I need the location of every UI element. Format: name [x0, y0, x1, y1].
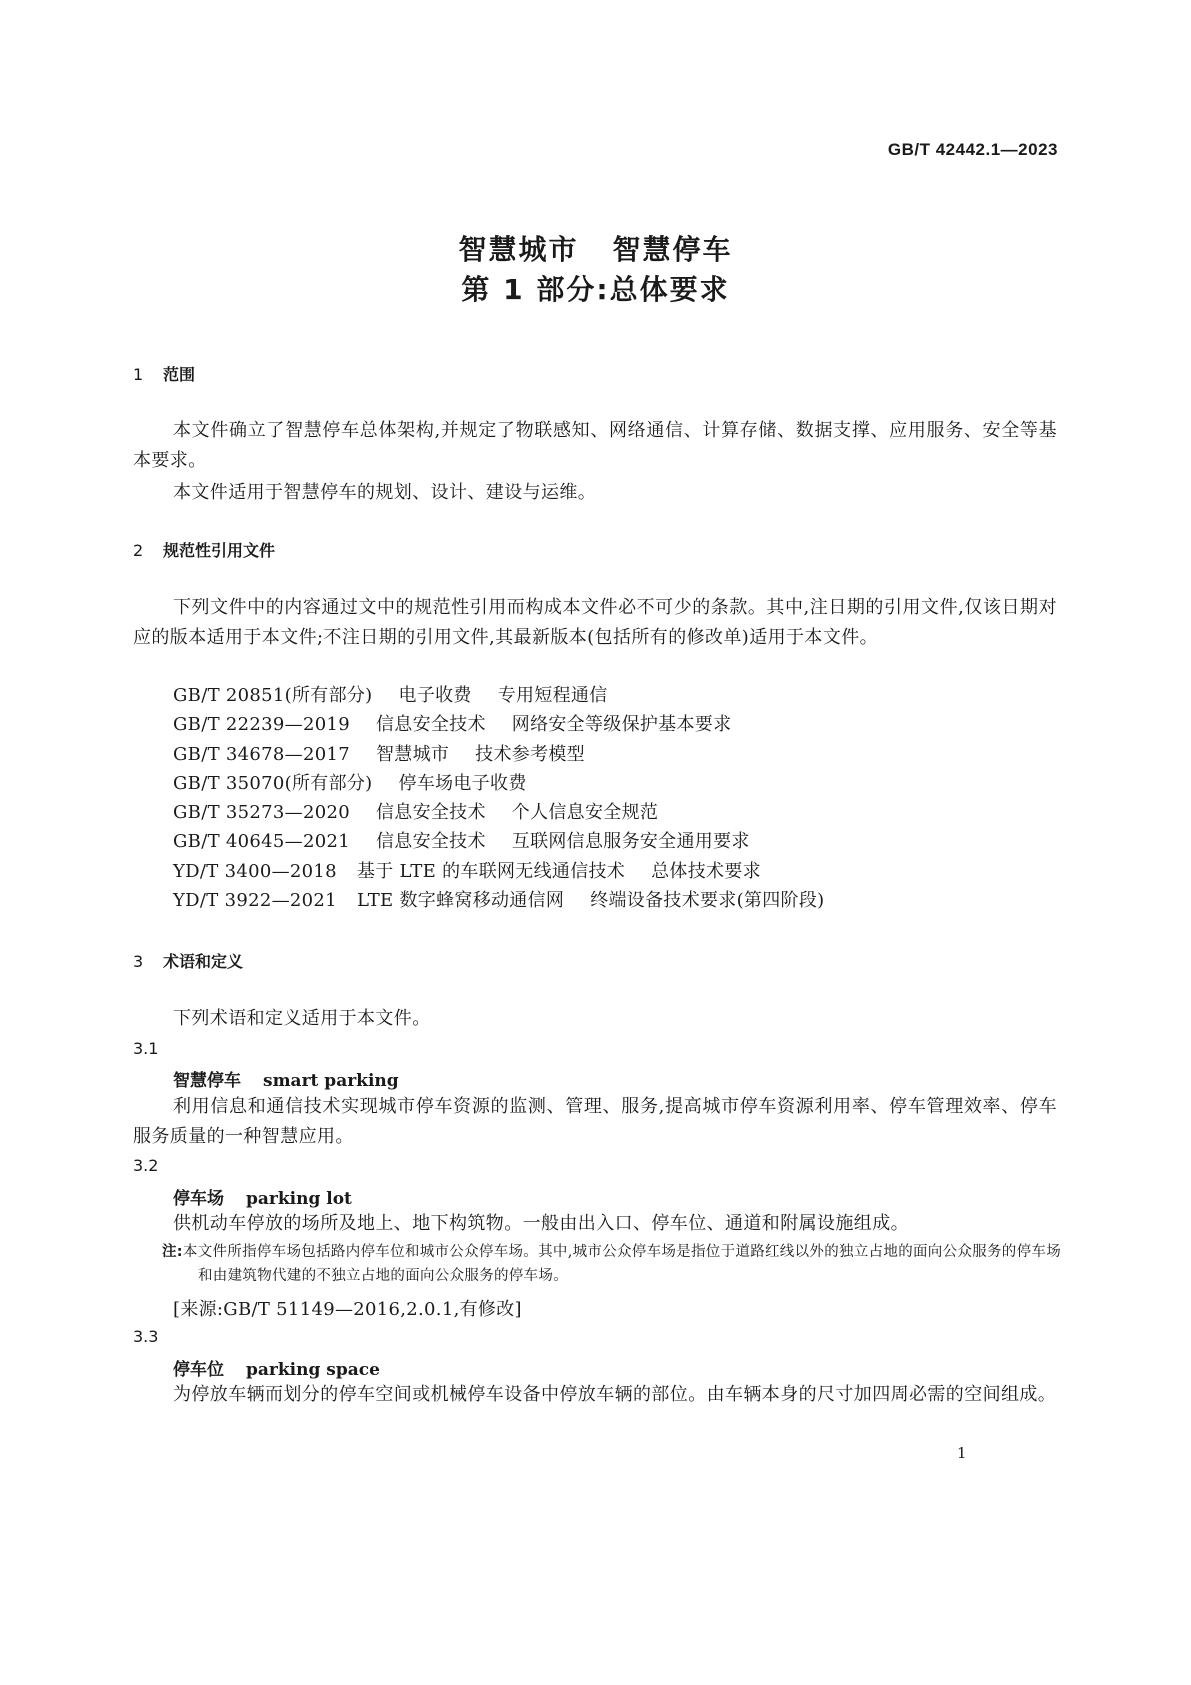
standard-code: GB/T 42442.1—2023 [887, 140, 1058, 159]
document-title-line2: 第 1 部分:总体要求 [461, 273, 730, 306]
terms-intro: 下列术语和定义适用于本文件。 [173, 1008, 431, 1029]
term-definition: 利用信息和通信技术实现城市停车资源的监测、管理、服务,提高城市停车资源利用率、停车管理效率、停车服务质量的一种智慧应用。 [133, 1096, 1057, 1147]
reference-item: GB/T 35070(所有部分) 停车场电子收费 [173, 773, 527, 794]
reference-item: GB/T 40645—2021 信息安全技术 互联网信息服务安全通用要求 [173, 831, 750, 852]
term-heading: 停车场 parking lot [173, 1189, 352, 1209]
scope-paragraph-2: 本文件适用于智慧停车的规划、设计、建设与运维。 [173, 482, 597, 503]
title-part-b: 智慧停车 [612, 233, 733, 266]
page-number: 1 [957, 1444, 967, 1462]
scope-paragraph-1: 本文件确立了智慧停车总体架构,并规定了物联感知、网络通信、计算存储、数据支撑、应用服务、安全等基本要求。 [133, 420, 1057, 471]
term-source: [来源:GB/T 51149—2016,2.0.1,有修改] [173, 1299, 522, 1320]
term-number: 3.3 [133, 1327, 159, 1346]
title-part-a: 智慧城市 [458, 233, 579, 266]
term-note: 注:本文件所指停车场包括路内停车位和城市公众停车场。其中,城市公众停车场是指位于道路红线以外的独立占地的面向公众服务的停车场和由建筑物代建的不独立占地的面向公众服务的停车场。 [162, 1244, 1062, 1284]
term-number: 3.2 [133, 1156, 159, 1175]
term-definition: 供机动车停放的场所及地上、地下构筑物。一般由出入口、停车位、通道和附属设施组成。 [173, 1213, 909, 1234]
term-heading: 停车位 parking space [173, 1360, 380, 1380]
term-heading: 智慧停车 smart parking [173, 1071, 399, 1091]
reference-item: YD/T 3922—2021 LTE 数字蜂窝移动通信网 终端设备技术要求(第四阶段) [173, 890, 825, 911]
section-heading-terms-definitions: 3 术语和定义 [133, 952, 244, 971]
reference-item: GB/T 20851(所有部分) 电子收费 专用短程通信 [173, 685, 608, 706]
normative-intro: 下列文件中的内容通过文中的规范性引用而构成本文件必不可少的条款。其中,注日期的引用文件,仅该日期对应的版本适用于本文件;不注日期的引用文件,其最新版本(包括所有的修改单)适用于本文件。 [133, 597, 1057, 648]
section-heading-normative-references: 2 规范性引用文件 [133, 541, 276, 560]
document-title-line1 [0, 228, 1191, 268]
reference-item: GB/T 35273—2020 信息安全技术 个人信息安全规范 [173, 802, 659, 823]
reference-item: GB/T 22239—2019 信息安全技术 网络安全等级保护基本要求 [173, 714, 732, 735]
reference-item: YD/T 3400—2018 基于 LTE 的车联网无线通信技术 总体技术要求 [173, 861, 761, 882]
term-number: 3.1 [133, 1039, 159, 1058]
reference-item: GB/T 34678—2017 智慧城市 技术参考模型 [173, 744, 585, 765]
section-heading-scope: 1 范围 [133, 365, 196, 384]
term-definition: 为停放车辆而划分的停车空间或机械停车设备中停放车辆的部位。由车辆本身的尺寸加四周必需的空间组成。 [173, 1384, 1057, 1405]
